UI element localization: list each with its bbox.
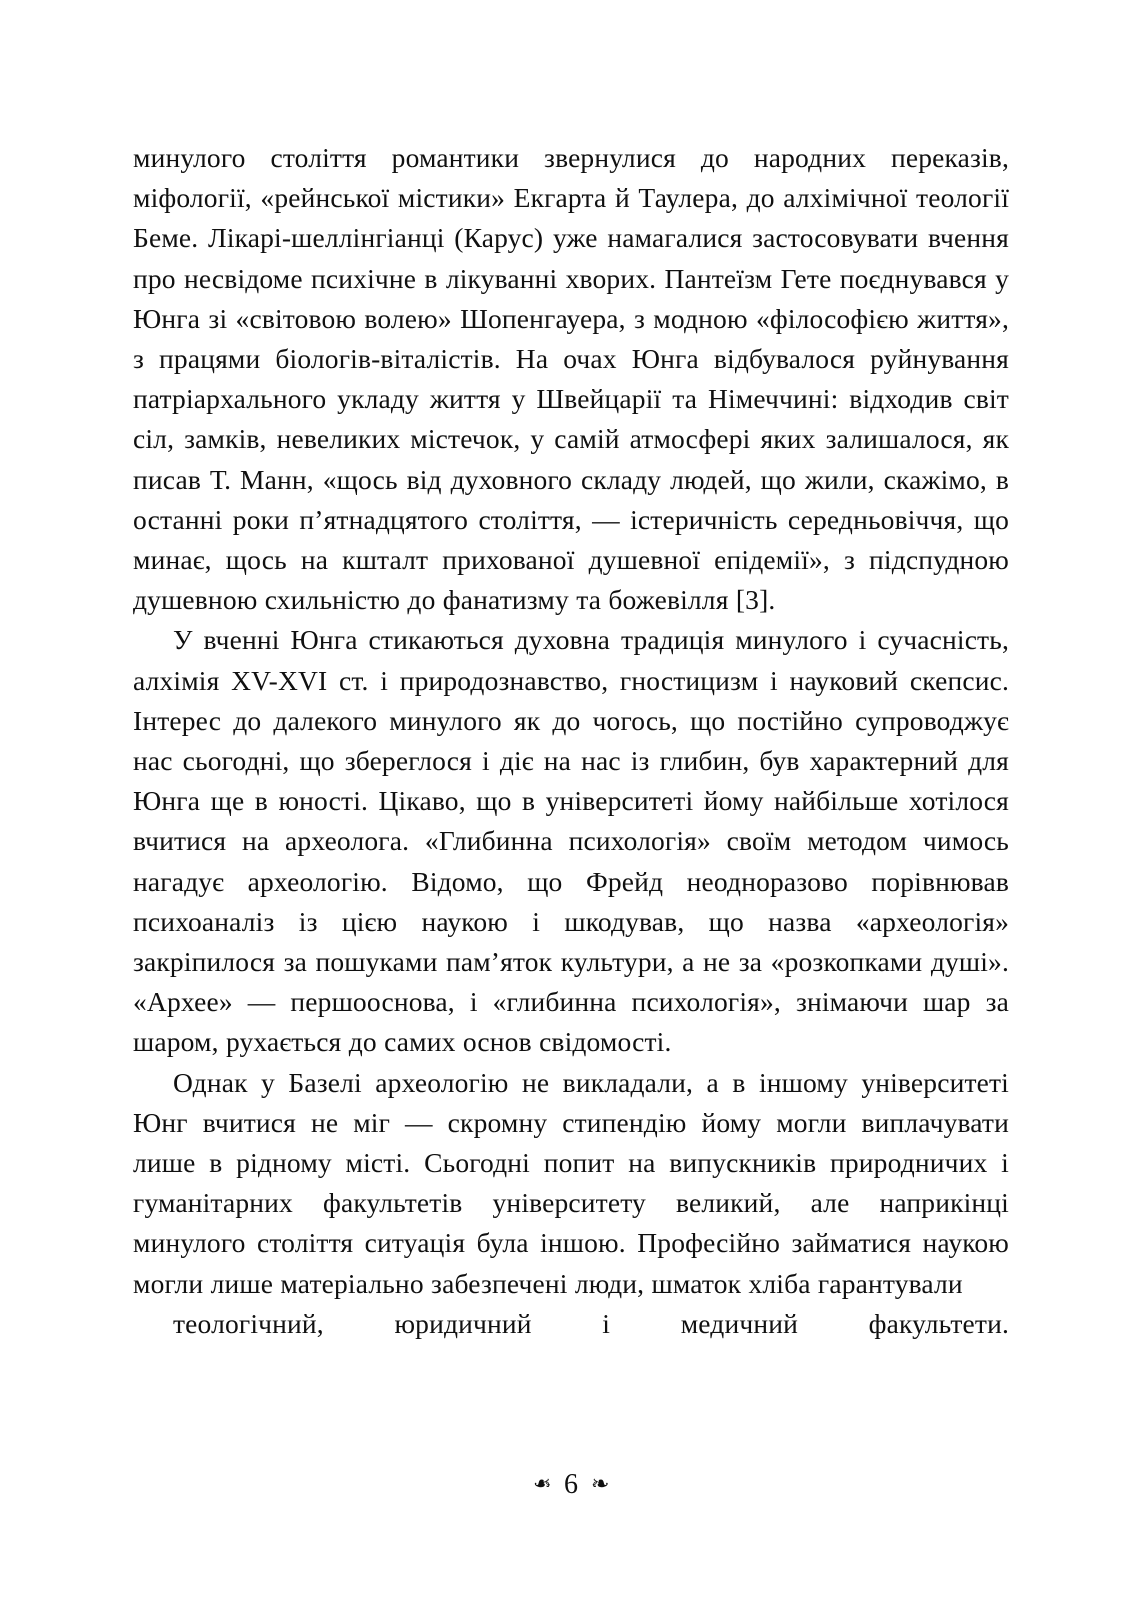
page-footer	[0, 1469, 1142, 1501]
fleuron-leaf-right-icon: ❧	[591, 1471, 610, 1497]
page-text-column	[133, 138, 1009, 1344]
paragraph-2: У вченні Юнга стикаються духовна традиція минулого і сучасність, алхімія XV-XVI ст. і природознавство, гностицизм і науковий скепсис. Інтерес до далекого минулого як до чогось, що постійно супроводжує нас сьогодні, що збереглося і діє на нас із глибин, був характерний для Юнга ще в юності. Цікаво, що в університеті йому найбільше хотілося вчитися на археолога. «Глибинна психологія» своїм методом чимось нагадує археологію. Відомо, що Фрейд неодноразово порівнював психоаналіз із цією наукою і шкодував, що назва «археологія» закріпилося за пошуками пам’яток культури, а не за «розкопками душі». «Архее» — першооснова, і «глибинна психологія», знімаючи шар за шаром, рухається до самих основ свідомості.	[133, 624, 1009, 1058]
paragraph-3-body: Однак у Базелі археологію не викладали, а в іншому університеті Юнг вчитися не міг — скромну стипендію йому могли виплачувати лише в рідному місті. Сьогодні попит на випускників природничих і гуманітарних факультетів університету великий, але наприкінці минулого століття ситуація була іншою. Професійно займатися наукою могли лише матеріально забезпечені люди, шматок хліба гарантували	[133, 1066, 1009, 1299]
paragraph-1: минулого століття романтики звернулися до народних переказів, міфології, «рейнської містики» Екгарта й Таулера, до алхімічної теології Беме. Лікарі-шеллінгіанці (Карус) уже намагалися застосовувати вчення про несвідоме психічне в лікуванні хворих. Пантеїзм Гете поєднувався у Юнга зі «світовою волею» Шопенгауера, з модною «філософією життя», з працями біологів-віталістів. На очах Юнга відбувалося руйнування патріархального укладу життя у Швейцарії та Німеччині: відходив світ сіл, замків, невеликих містечок, у самій атмосфері яких залишалося, як писав Т. Манн, «щось від духовного складу людей, що жили, скажімо, в останні роки п’ятнадцятого століття, — істеричність середньовіччя, що минає, щось на кшталт прихованої душевної епідемії», з підспудною душевною схильністю до фанатизму та божевілля [3].	[133, 142, 1009, 616]
paragraph-3-last-line: теологічний, юридичний і медичний факультети.	[173, 1307, 1009, 1339]
fleuron-leaf-left-icon: ❧	[532, 1471, 551, 1497]
paragraph-3	[133, 1063, 1009, 1344]
page-number: 6	[564, 1469, 578, 1500]
